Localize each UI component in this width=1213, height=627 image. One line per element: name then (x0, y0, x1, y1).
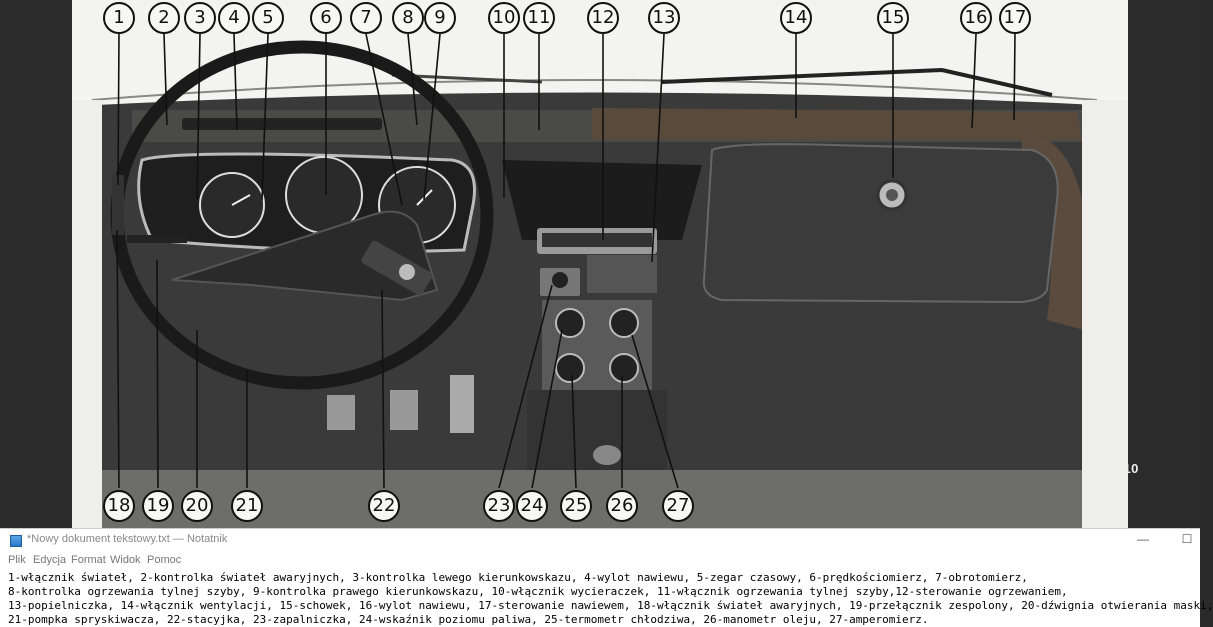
photo-code-label: B/TC/10 N (1087, 461, 1139, 491)
callout-5: 5 (252, 2, 284, 34)
callout-6: 6 (310, 2, 342, 34)
callout-9: 9 (424, 2, 456, 34)
menu-edycja[interactable]: Edycja (33, 554, 67, 566)
text-line: 8-kontrolka ogrzewania tylnej szyby, 9-kontrolka prawego kierunkowskazu, 10-włącznik wycieraczek, 11-włącznik ogrzewania tylnej szyby,12-sterowanie ogrzewaniem, (8, 585, 1068, 598)
callout-23: 23 (483, 490, 515, 522)
menu-plik[interactable]: Plik (8, 554, 26, 566)
callout-11: 11 (523, 2, 555, 34)
text-line: 1-włącznik świateł, 2-kontrolka świateł awaryjnych, 3-kontrolka lewego kierunkowskazu, 4-wylot nawiewu, 5-zegar czasowy, 6-prędkościomierz, 7-obrotomierz, (8, 571, 1028, 584)
callout-10: 10 (488, 2, 520, 34)
callout-19: 19 (142, 490, 174, 522)
notepad-window (0, 528, 1213, 627)
notepad-app-icon (10, 535, 22, 547)
callout-7: 7 (350, 2, 382, 34)
title-bar[interactable] (0, 529, 1200, 551)
callout-3: 3 (184, 2, 216, 34)
window-title: *Nowy dokument tekstowy.txt — Notatnik (27, 533, 228, 545)
menu-bar (0, 552, 1200, 570)
maximize-button[interactable]: ☐ (1181, 532, 1193, 546)
callout-4: 4 (218, 2, 250, 34)
menu-pomoc[interactable]: Pomoc (147, 554, 182, 566)
callout-16: 16 (960, 2, 992, 34)
callout-12: 12 (587, 2, 619, 34)
callout-1: 1 (103, 2, 135, 34)
minimize-button[interactable]: — (1137, 532, 1149, 546)
menu-widok[interactable]: Widok (110, 554, 141, 566)
callout-8: 8 (392, 2, 424, 34)
menu-format[interactable]: Format (71, 554, 106, 566)
callout-17: 17 (999, 2, 1031, 34)
callout-27: 27 (662, 490, 694, 522)
callout-25: 25 (560, 490, 592, 522)
dashboard-illustration (72, 0, 1128, 528)
callout-2: 2 (148, 2, 180, 34)
callout-15: 15 (877, 2, 909, 34)
callout-18: 18 (103, 490, 135, 522)
callout-26: 26 (606, 490, 638, 522)
callout-22: 22 (368, 490, 400, 522)
text-line: 13-popielniczka, 14-włącznik wentylacji, 15-schowek, 16-wylot nawiewu, 17-sterowanie nawiewem, 18-włącznik świateł awaryjnych, 19-przełącznik zespolony, 20-dźwignia otwierania maski, (8, 599, 1213, 612)
callout-13: 13 (648, 2, 680, 34)
text-line: 21-pompka spryskiwacza, 22-stacyjka, 23-zapalniczka, 24-wskaźnik poziomu paliwa, 25-termometr chłodziwa, 26-manometr oleju, 27-amperomierz. (8, 613, 929, 626)
callout-21: 21 (231, 490, 263, 522)
text-editor-area[interactable] (0, 570, 1213, 627)
callout-20: 20 (181, 490, 213, 522)
callout-14: 14 (780, 2, 812, 34)
callout-24: 24 (516, 490, 548, 522)
dashboard-photo (72, 0, 1139, 528)
